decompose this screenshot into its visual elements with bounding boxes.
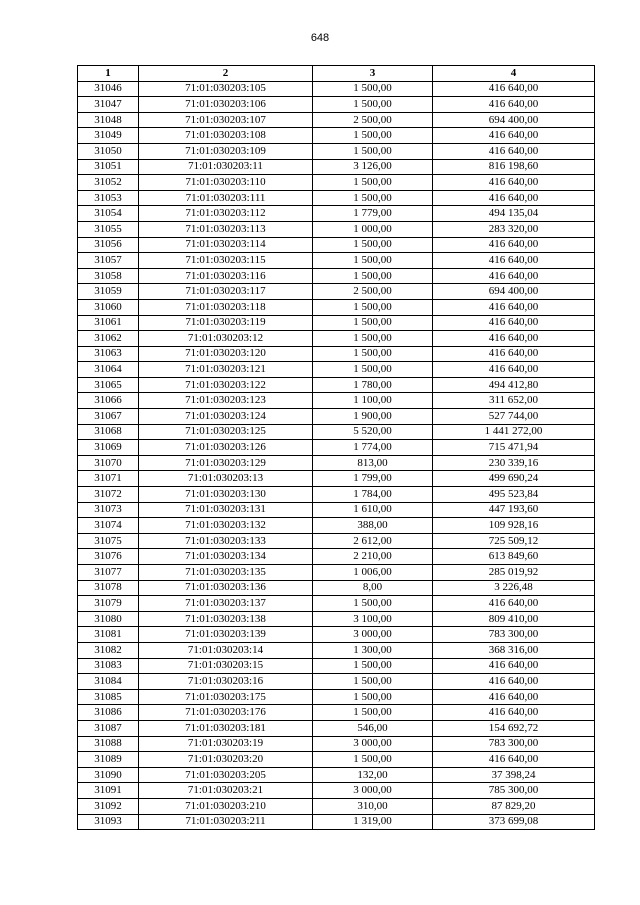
value-cell: 230 339,16: [433, 455, 595, 471]
area-cell: 1 610,00: [313, 502, 433, 518]
table-row: [78, 175, 595, 191]
table-header: [78, 66, 595, 82]
table-row: [78, 440, 595, 456]
cadastral-number-cell: 71:01:030203:116: [139, 268, 313, 284]
row-number-cell: 31058: [78, 268, 139, 284]
area-cell: 388,00: [313, 518, 433, 534]
row-number-cell: 31070: [78, 455, 139, 471]
table-row: [78, 580, 595, 596]
row-number-cell: 31072: [78, 487, 139, 503]
cadastral-number-cell: 71:01:030203:138: [139, 611, 313, 627]
table-row: [78, 549, 595, 565]
row-number-cell: 31062: [78, 331, 139, 347]
cadastral-number-cell: 71:01:030203:134: [139, 549, 313, 565]
value-cell: 416 640,00: [433, 268, 595, 284]
value-cell: 809 410,00: [433, 611, 595, 627]
area-cell: 1 900,00: [313, 409, 433, 425]
cadastral-number-cell: 71:01:030203:107: [139, 112, 313, 128]
area-cell: 8,00: [313, 580, 433, 596]
value-cell: 416 640,00: [433, 81, 595, 97]
row-number-cell: 31089: [78, 752, 139, 768]
table-row: [78, 455, 595, 471]
row-number-cell: 31079: [78, 596, 139, 612]
value-cell: 416 640,00: [433, 674, 595, 690]
row-number-cell: 31059: [78, 284, 139, 300]
row-number-cell: 31092: [78, 798, 139, 814]
area-cell: 3 100,00: [313, 611, 433, 627]
cadastral-number-cell: 71:01:030203:129: [139, 455, 313, 471]
area-cell: 1 500,00: [313, 658, 433, 674]
value-cell: 694 400,00: [433, 112, 595, 128]
value-cell: 416 640,00: [433, 97, 595, 113]
value-cell: 109 928,16: [433, 518, 595, 534]
value-cell: 416 640,00: [433, 658, 595, 674]
cadastral-number-cell: 71:01:030203:20: [139, 752, 313, 768]
area-cell: 1 006,00: [313, 565, 433, 581]
value-cell: 37 398,24: [433, 767, 595, 783]
value-cell: 499 690,24: [433, 471, 595, 487]
table-row: [78, 159, 595, 175]
row-number-cell: 31049: [78, 128, 139, 144]
value-cell: 715 471,94: [433, 440, 595, 456]
area-cell: 1 500,00: [313, 253, 433, 269]
cadastral-number-cell: 71:01:030203:115: [139, 253, 313, 269]
value-cell: 694 400,00: [433, 284, 595, 300]
row-number-cell: 31086: [78, 705, 139, 721]
table-row: [78, 424, 595, 440]
row-number-cell: 31093: [78, 814, 139, 830]
cadastral-number-cell: 71:01:030203:131: [139, 502, 313, 518]
row-number-cell: 31080: [78, 611, 139, 627]
row-number-cell: 31068: [78, 424, 139, 440]
area-cell: 1 779,00: [313, 206, 433, 222]
area-cell: 2 500,00: [313, 112, 433, 128]
value-cell: 613 849,60: [433, 549, 595, 565]
column-header-3: 3: [313, 66, 433, 82]
cadastral-number-cell: 71:01:030203:108: [139, 128, 313, 144]
cadastral-number-cell: 71:01:030203:135: [139, 565, 313, 581]
area-cell: 1 500,00: [313, 190, 433, 206]
cadastral-number-cell: 71:01:030203:119: [139, 315, 313, 331]
table-row: [78, 190, 595, 206]
area-cell: 1 500,00: [313, 674, 433, 690]
cadastral-number-cell: 71:01:030203:12: [139, 331, 313, 347]
cadastral-number-cell: 71:01:030203:175: [139, 689, 313, 705]
value-cell: 416 640,00: [433, 237, 595, 253]
value-cell: 368 316,00: [433, 642, 595, 658]
area-cell: 1 500,00: [313, 315, 433, 331]
area-cell: 546,00: [313, 720, 433, 736]
cadastral-number-cell: 71:01:030203:125: [139, 424, 313, 440]
value-cell: 416 640,00: [433, 346, 595, 362]
table-row: [78, 362, 595, 378]
area-cell: 2 210,00: [313, 549, 433, 565]
value-cell: 816 198,60: [433, 159, 595, 175]
value-cell: 311 652,00: [433, 393, 595, 409]
table-row: [78, 814, 595, 830]
table-row: [78, 206, 595, 222]
value-cell: 285 019,92: [433, 565, 595, 581]
area-cell: 1 319,00: [313, 814, 433, 830]
row-number-cell: 31069: [78, 440, 139, 456]
value-cell: 495 523,84: [433, 487, 595, 503]
area-cell: 3 126,00: [313, 159, 433, 175]
value-cell: 447 193,60: [433, 502, 595, 518]
value-cell: 416 640,00: [433, 143, 595, 159]
value-cell: 416 640,00: [433, 689, 595, 705]
cadastral-number-cell: 71:01:030203:176: [139, 705, 313, 721]
table-row: [78, 471, 595, 487]
cadastral-number-cell: 71:01:030203:112: [139, 206, 313, 222]
table-row: [78, 221, 595, 237]
table-row: [78, 689, 595, 705]
value-cell: 416 640,00: [433, 752, 595, 768]
cadastral-number-cell: 71:01:030203:14: [139, 642, 313, 658]
table-row: [78, 331, 595, 347]
cadastral-number-cell: 71:01:030203:19: [139, 736, 313, 752]
cadastral-number-cell: 71:01:030203:211: [139, 814, 313, 830]
cadastral-table: [77, 65, 595, 830]
area-cell: 1 784,00: [313, 487, 433, 503]
cadastral-number-cell: 71:01:030203:205: [139, 767, 313, 783]
row-number-cell: 31077: [78, 565, 139, 581]
cadastral-number-cell: 71:01:030203:123: [139, 393, 313, 409]
table-row: [78, 533, 595, 549]
row-number-cell: 31054: [78, 206, 139, 222]
value-cell: 416 640,00: [433, 596, 595, 612]
row-number-cell: 31060: [78, 299, 139, 315]
table-row: [78, 611, 595, 627]
cadastral-number-cell: 71:01:030203:126: [139, 440, 313, 456]
row-number-cell: 31050: [78, 143, 139, 159]
area-cell: 1 500,00: [313, 175, 433, 191]
row-number-cell: 31071: [78, 471, 139, 487]
area-cell: 1 500,00: [313, 81, 433, 97]
cadastral-number-cell: 71:01:030203:132: [139, 518, 313, 534]
table-row: [78, 487, 595, 503]
row-number-cell: 31066: [78, 393, 139, 409]
value-cell: 373 699,08: [433, 814, 595, 830]
table-row: [78, 798, 595, 814]
table-row: [78, 268, 595, 284]
area-cell: 1 100,00: [313, 393, 433, 409]
row-number-cell: 31074: [78, 518, 139, 534]
page-number: 648: [310, 32, 330, 44]
value-cell: 494 412,80: [433, 377, 595, 393]
table-row: [78, 81, 595, 97]
area-cell: 1 500,00: [313, 346, 433, 362]
cadastral-number-cell: 71:01:030203:113: [139, 221, 313, 237]
row-number-cell: 31076: [78, 549, 139, 565]
row-number-cell: 31090: [78, 767, 139, 783]
cadastral-number-cell: 71:01:030203:105: [139, 81, 313, 97]
cadastral-number-cell: 71:01:030203:124: [139, 409, 313, 425]
table-body: [78, 81, 595, 830]
value-cell: 416 640,00: [433, 128, 595, 144]
row-number-cell: 31075: [78, 533, 139, 549]
value-cell: 3 226,48: [433, 580, 595, 596]
cadastral-number-cell: 71:01:030203:136: [139, 580, 313, 596]
row-number-cell: 31087: [78, 720, 139, 736]
value-cell: 785 300,00: [433, 783, 595, 799]
value-cell: 416 640,00: [433, 299, 595, 315]
area-cell: 1 500,00: [313, 299, 433, 315]
value-cell: 416 640,00: [433, 331, 595, 347]
table-row: [78, 674, 595, 690]
row-number-cell: 31065: [78, 377, 139, 393]
row-number-cell: 31063: [78, 346, 139, 362]
row-number-cell: 31051: [78, 159, 139, 175]
table-row: [78, 658, 595, 674]
row-number-cell: 31082: [78, 642, 139, 658]
cadastral-number-cell: 71:01:030203:16: [139, 674, 313, 690]
table-row: [78, 736, 595, 752]
table-row: [78, 752, 595, 768]
row-number-cell: 31055: [78, 221, 139, 237]
value-cell: 416 640,00: [433, 705, 595, 721]
area-cell: 1 500,00: [313, 362, 433, 378]
table-row: [78, 346, 595, 362]
cadastral-number-cell: 71:01:030203:114: [139, 237, 313, 253]
area-cell: 1 500,00: [313, 705, 433, 721]
area-cell: 3 000,00: [313, 627, 433, 643]
area-cell: 132,00: [313, 767, 433, 783]
cadastral-number-cell: 71:01:030203:15: [139, 658, 313, 674]
area-cell: 3 000,00: [313, 736, 433, 752]
area-cell: 813,00: [313, 455, 433, 471]
area-cell: 1 500,00: [313, 128, 433, 144]
area-cell: 1 500,00: [313, 97, 433, 113]
value-cell: 783 300,00: [433, 627, 595, 643]
table-row: [78, 642, 595, 658]
cadastral-number-cell: 71:01:030203:21: [139, 783, 313, 799]
area-cell: 1 300,00: [313, 642, 433, 658]
value-cell: 783 300,00: [433, 736, 595, 752]
value-cell: 1 441 272,00: [433, 424, 595, 440]
table-row: [78, 720, 595, 736]
value-cell: 416 640,00: [433, 190, 595, 206]
row-number-cell: 31047: [78, 97, 139, 113]
area-cell: 1 000,00: [313, 221, 433, 237]
value-cell: 154 692,72: [433, 720, 595, 736]
table-row: [78, 565, 595, 581]
area-cell: 1 780,00: [313, 377, 433, 393]
table-row: [78, 315, 595, 331]
row-number-cell: 31091: [78, 783, 139, 799]
area-cell: 1 500,00: [313, 237, 433, 253]
cadastral-number-cell: 71:01:030203:139: [139, 627, 313, 643]
value-cell: 416 640,00: [433, 253, 595, 269]
value-cell: 527 744,00: [433, 409, 595, 425]
value-cell: 87 829,20: [433, 798, 595, 814]
area-cell: 1 799,00: [313, 471, 433, 487]
row-number-cell: 31084: [78, 674, 139, 690]
cadastral-number-cell: 71:01:030203:120: [139, 346, 313, 362]
cadastral-number-cell: 71:01:030203:137: [139, 596, 313, 612]
area-cell: 2 612,00: [313, 533, 433, 549]
header-row: [78, 66, 595, 82]
table-row: [78, 128, 595, 144]
row-number-cell: 31067: [78, 409, 139, 425]
area-cell: 5 520,00: [313, 424, 433, 440]
cadastral-number-cell: 71:01:030203:111: [139, 190, 313, 206]
table-row: [78, 783, 595, 799]
row-number-cell: 31081: [78, 627, 139, 643]
area-cell: 1 500,00: [313, 752, 433, 768]
table-row: [78, 237, 595, 253]
row-number-cell: 31056: [78, 237, 139, 253]
row-number-cell: 31064: [78, 362, 139, 378]
area-cell: 310,00: [313, 798, 433, 814]
cadastral-number-cell: 71:01:030203:109: [139, 143, 313, 159]
table-row: [78, 253, 595, 269]
table-row: [78, 97, 595, 113]
value-cell: 494 135,04: [433, 206, 595, 222]
area-cell: 1 500,00: [313, 689, 433, 705]
row-number-cell: 31085: [78, 689, 139, 705]
cadastral-number-cell: 71:01:030203:118: [139, 299, 313, 315]
row-number-cell: 31088: [78, 736, 139, 752]
cadastral-number-cell: 71:01:030203:121: [139, 362, 313, 378]
row-number-cell: 31057: [78, 253, 139, 269]
cadastral-number-cell: 71:01:030203:117: [139, 284, 313, 300]
row-number-cell: 31053: [78, 190, 139, 206]
table-row: [78, 284, 595, 300]
table-row: [78, 502, 595, 518]
cadastral-number-cell: 71:01:030203:133: [139, 533, 313, 549]
table-row: [78, 409, 595, 425]
value-cell: 416 640,00: [433, 315, 595, 331]
area-cell: 1 774,00: [313, 440, 433, 456]
cadastral-number-cell: 71:01:030203:130: [139, 487, 313, 503]
cadastral-number-cell: 71:01:030203:106: [139, 97, 313, 113]
table-row: [78, 143, 595, 159]
cadastral-number-cell: 71:01:030203:181: [139, 720, 313, 736]
table-row: [78, 705, 595, 721]
row-number-cell: 31073: [78, 502, 139, 518]
table-row: [78, 393, 595, 409]
row-number-cell: 31048: [78, 112, 139, 128]
area-cell: 1 500,00: [313, 143, 433, 159]
area-cell: 1 500,00: [313, 596, 433, 612]
area-cell: 1 500,00: [313, 268, 433, 284]
cadastral-number-cell: 71:01:030203:110: [139, 175, 313, 191]
row-number-cell: 31083: [78, 658, 139, 674]
column-header-1: 1: [78, 66, 139, 82]
cadastral-number-cell: 71:01:030203:11: [139, 159, 313, 175]
cadastral-number-cell: 71:01:030203:13: [139, 471, 313, 487]
table-row: [78, 112, 595, 128]
table-row: [78, 596, 595, 612]
row-number-cell: 31052: [78, 175, 139, 191]
row-number-cell: 31061: [78, 315, 139, 331]
column-header-2: 2: [139, 66, 313, 82]
cadastral-number-cell: 71:01:030203:122: [139, 377, 313, 393]
value-cell: 416 640,00: [433, 175, 595, 191]
table-row: [78, 299, 595, 315]
value-cell: 283 320,00: [433, 221, 595, 237]
column-header-4: 4: [433, 66, 595, 82]
row-number-cell: 31078: [78, 580, 139, 596]
table-row: [78, 518, 595, 534]
value-cell: 725 509,12: [433, 533, 595, 549]
table-row: [78, 627, 595, 643]
table-row: [78, 767, 595, 783]
area-cell: 1 500,00: [313, 331, 433, 347]
cadastral-number-cell: 71:01:030203:210: [139, 798, 313, 814]
value-cell: 416 640,00: [433, 362, 595, 378]
area-cell: 3 000,00: [313, 783, 433, 799]
area-cell: 2 500,00: [313, 284, 433, 300]
table-row: [78, 377, 595, 393]
row-number-cell: 31046: [78, 81, 139, 97]
